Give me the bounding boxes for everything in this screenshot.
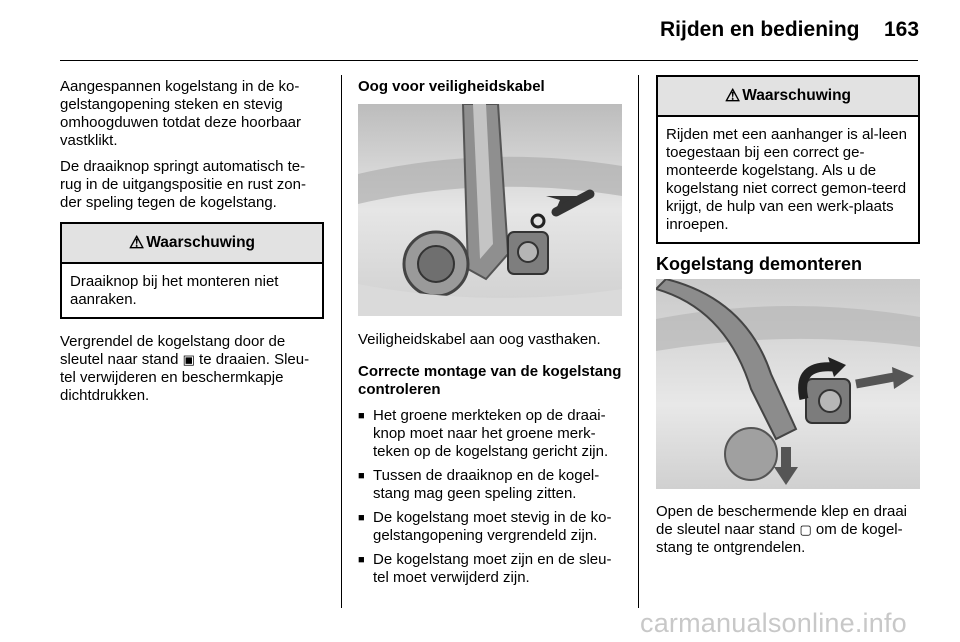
list-item: ■ De kogelstang moet zijn en de sleu-tel moet verwijderd zijn. (358, 551, 624, 587)
safety-eye-illustration (358, 104, 622, 316)
paragraph-lock-part1: Vergrendel de kogelstang door de sleutel naar stand (60, 333, 286, 368)
paragraph-install-ball: Aangespannen kogelstang in de ko-gelstangopening steken en stevig omhoogduwen totdat deze hoorbaar vastklikt. (60, 78, 302, 149)
warning-header (62, 224, 322, 264)
caption-unlock (656, 503, 922, 557)
warning-title: Waarschuwing (146, 234, 256, 251)
warning-box (656, 75, 920, 244)
warning-triangle-icon: ⚠ (128, 233, 145, 252)
column-3 (656, 75, 920, 281)
lock-open-icon: ▢ (799, 522, 812, 537)
section-heading-remove: Kogelstang demonteren (656, 254, 863, 274)
warning-header (658, 77, 918, 117)
caption-safety-cable: Veiligheidskabel aan oog vasthaken. (358, 331, 601, 348)
caption-unlock-part2: om de kogel-stang te ontgrendelen. (656, 521, 903, 556)
list-item: ■ Tussen de draaiknop en de kogel-stang mag geen speling zitten. (358, 467, 624, 503)
page-number: 163 (884, 18, 920, 41)
warning-text: Draaiknop bij het monteren niet aanraken. (70, 273, 279, 308)
remove-illustration (656, 279, 920, 489)
column-divider-2 (638, 75, 639, 608)
photo-remove-ball-bar (656, 279, 920, 489)
caption-unlock-part1: Open de beschermende klep en draai de sleutel naar stand (656, 503, 908, 538)
column-2-text (358, 331, 624, 593)
header-rule (60, 60, 918, 61)
warning-triangle-icon: ⚠ (724, 86, 741, 105)
footer-watermark[interactable]: carmanualsonline.info (640, 608, 907, 638)
warning-title: Waarschuwing (742, 87, 852, 104)
list-item: ■ Het groene merkteken op de draai-knop moet naar het groene merk-teken op de kogelstang gericht zijn. (358, 407, 624, 461)
subheading-check-mount: Correcte montage van de kogelstang controleren (358, 363, 622, 398)
paragraph-lock (60, 333, 324, 405)
column-3-caption (656, 503, 922, 565)
column-divider-1 (341, 75, 342, 608)
paragraph-lock-part2: te draaien. Sleu-tel verwijderen en beschermkapje dichtdrukken. (60, 351, 310, 404)
list-item: ■ De kogelstang moet stevig in de ko-gelstangopening vergrendeld zijn. (358, 509, 624, 545)
section-heading-safety-eye: Oog voor veiligheidskabel (358, 78, 545, 95)
lock-closed-icon: ▣ (182, 352, 195, 367)
warning-box (60, 222, 324, 319)
warning-text: Rijden met een aanhanger is al-leen toegestaan bij een correct ge-monteerde kogelstang. Als u de kogelstang niet correct gemon-teerd krijgt, de hulp van een werk-plaats inroepen. (666, 126, 907, 233)
check-list (358, 407, 624, 587)
page-title: Rijden en bediening (660, 18, 860, 41)
column-2 (358, 78, 622, 104)
paragraph-knob-returns: De draaiknop springt automatisch te-rug in de uitgangspositie en rust zon-der speling tegen de kogelstang. (60, 158, 306, 211)
photo-safety-cable-eye (358, 104, 622, 316)
column-1 (60, 78, 324, 413)
